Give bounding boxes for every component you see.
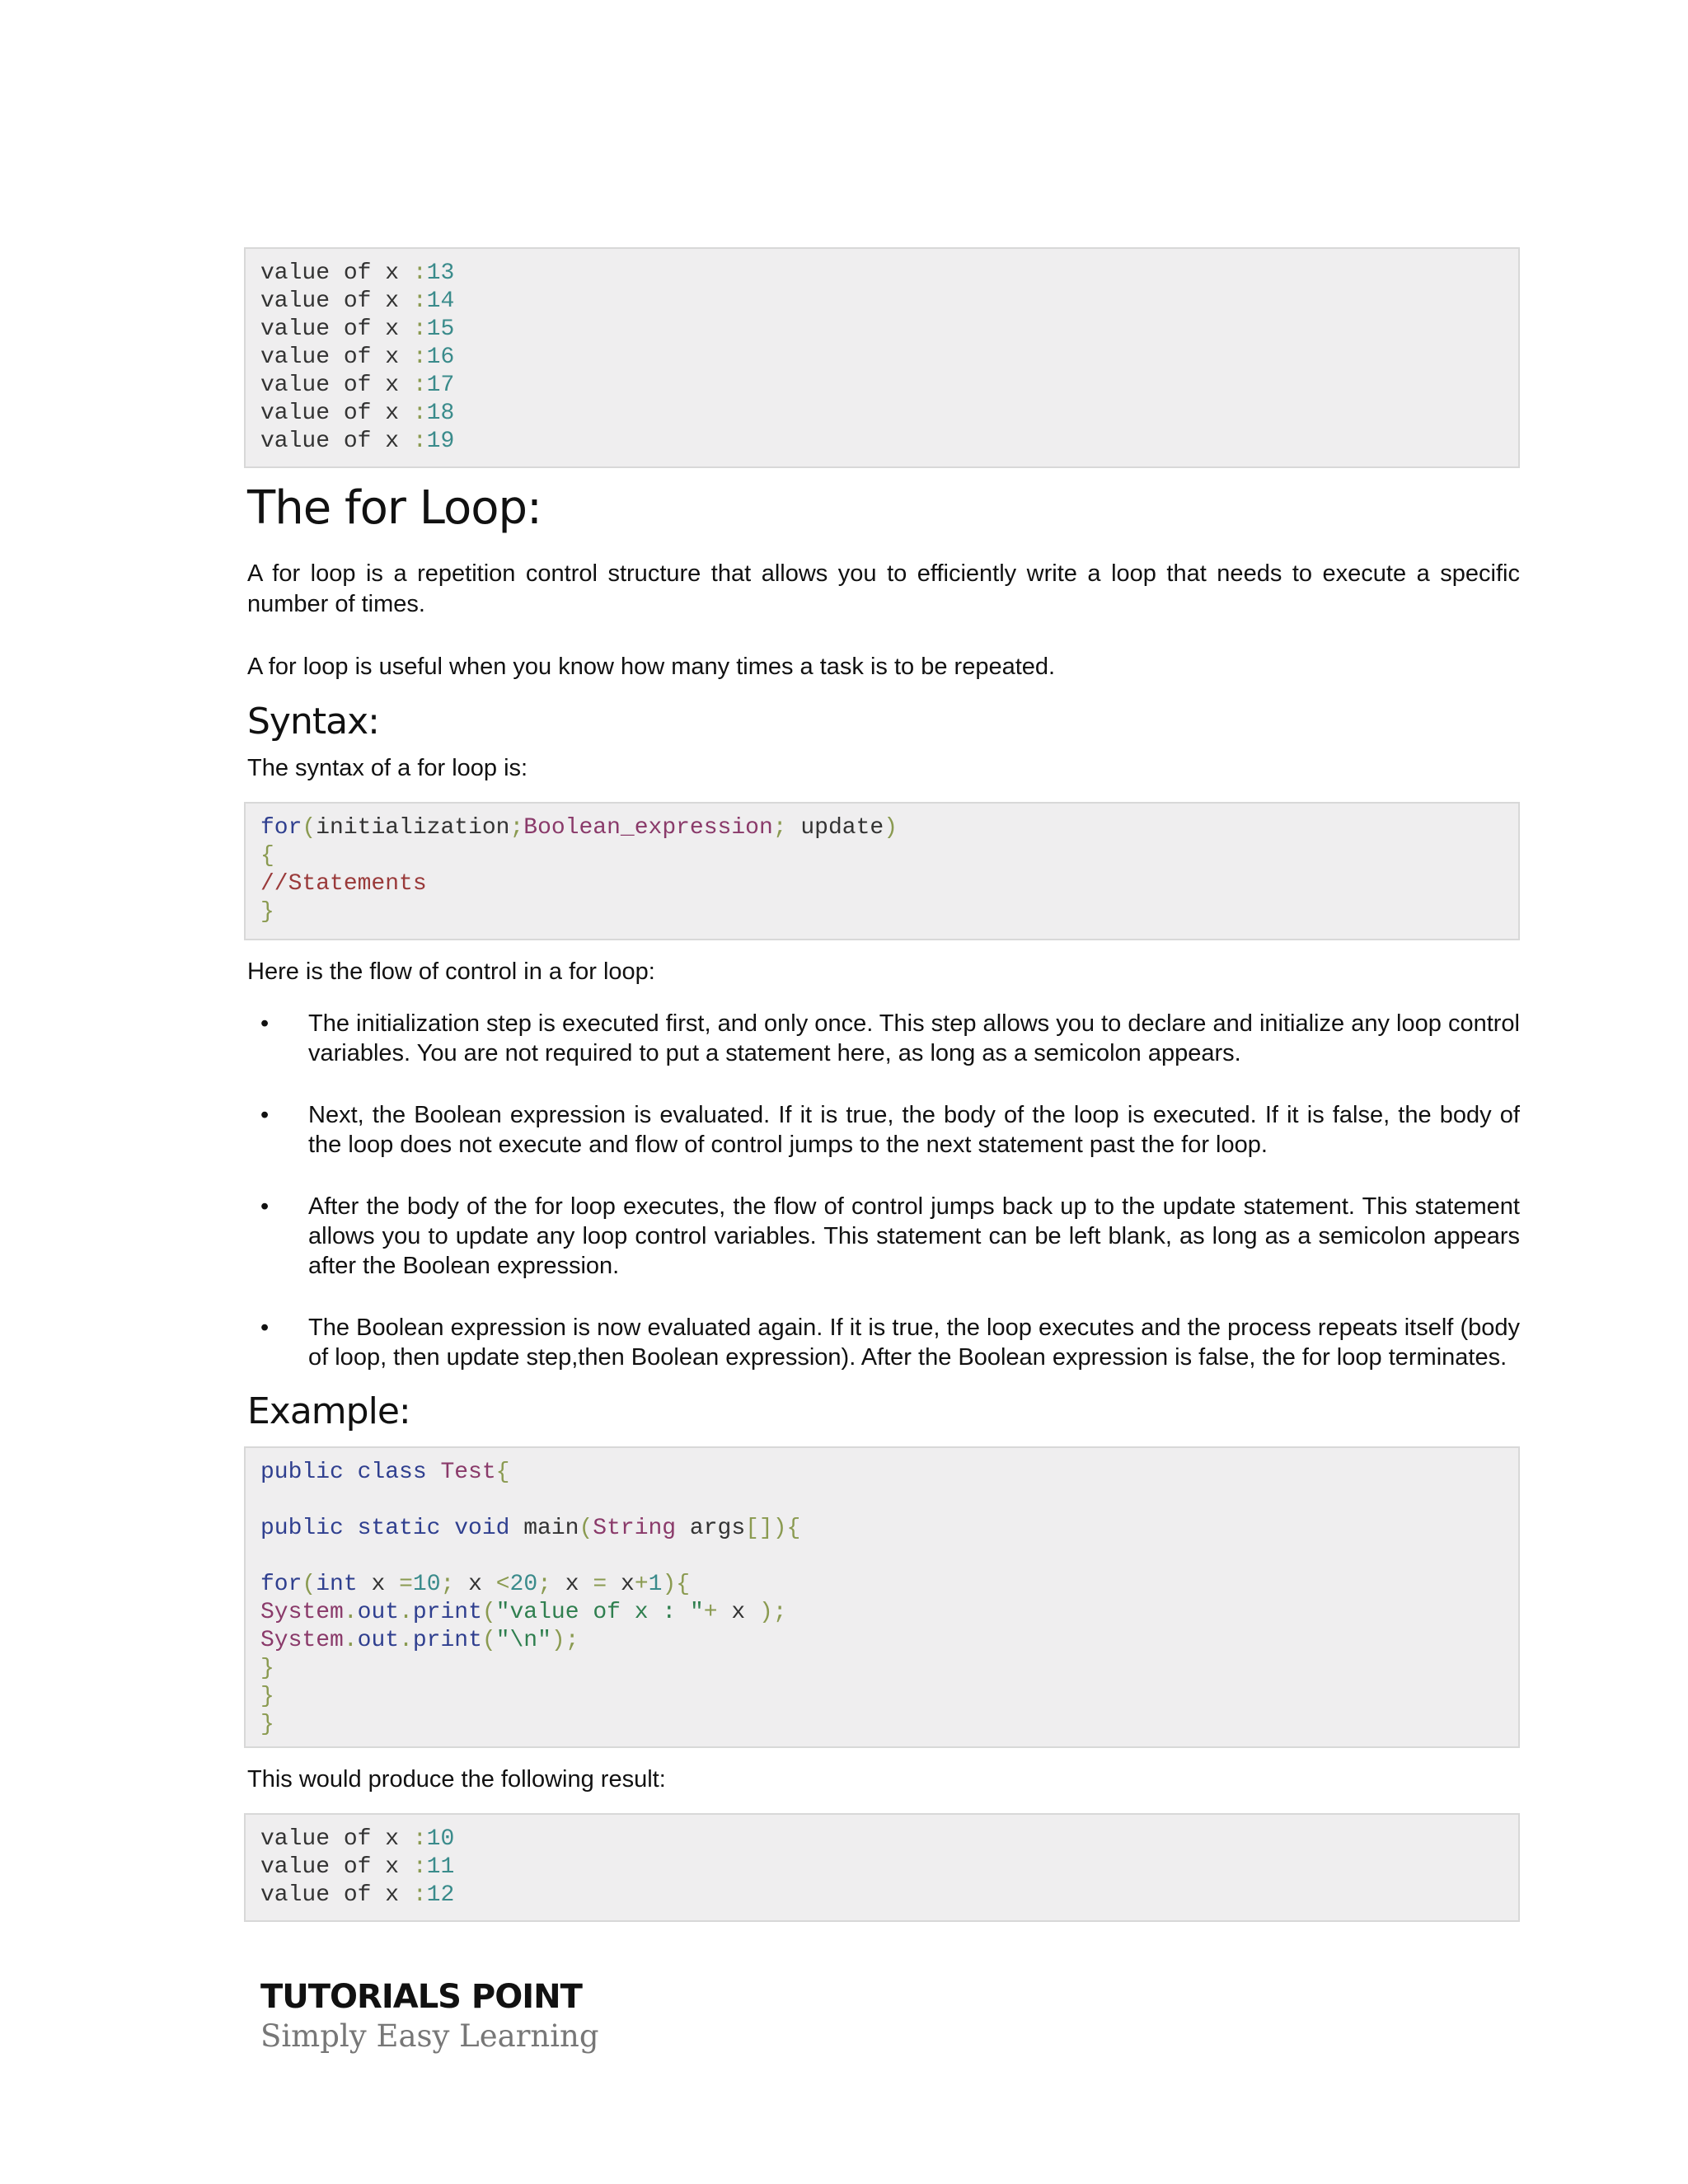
output-block-bottom [244, 1813, 1520, 1922]
code-token: ; [537, 1572, 551, 1597]
list-item-text: The initialization step is executed first, and only once. This step allows you to declare and initialize any loop control variables. You are not required to put a statement here, as long as a semicolon appears. [308, 1010, 1520, 1066]
code-token: Test [440, 1460, 496, 1485]
code-token: for [260, 1572, 302, 1597]
intro-paragraph-1: A for loop is a repetition control structure that allows you to efficiently write a loop that needs to execute a specific number of times. [247, 560, 1520, 617]
list-item [244, 1009, 1520, 1068]
page-content [244, 247, 1520, 1922]
code-token: class [343, 1460, 441, 1485]
code-token: x [357, 1572, 400, 1597]
footer-brand: TUTORIALS POINT [260, 1978, 582, 2016]
code-token: } [260, 899, 274, 925]
code-comment: //Statements [260, 871, 427, 897]
code-token: update [786, 815, 884, 841]
code-token: ( [481, 1600, 496, 1625]
code-token: { [495, 1460, 510, 1485]
list-item-text: After the body of the for loop executes, the flow of control jumps back up to the update statement. This statement allows you to update any loop control variables. This statement can be left blank, as long as a semicolon appears after the Boolean expression. [308, 1193, 1520, 1279]
output-line: value of x :14 [260, 288, 455, 314]
section-heading-for-loop: The for Loop: [247, 481, 542, 535]
code-token: ( [481, 1628, 496, 1653]
code-token: 20 [509, 1572, 538, 1597]
section-heading-example: Example: [247, 1390, 410, 1432]
code-token: + [703, 1600, 718, 1625]
bullet-icon: • [260, 1102, 270, 1128]
code-token: Boolean_expression [523, 815, 773, 841]
code-token: = [593, 1572, 607, 1597]
code-token: String [593, 1516, 677, 1541]
code-token: x [607, 1572, 635, 1597]
code-token: System [260, 1600, 344, 1625]
code-token: x [454, 1572, 496, 1597]
list-item [244, 1100, 1520, 1160]
output-line: value of x :11 [260, 1854, 455, 1880]
code-token: []){ [745, 1516, 801, 1541]
code-token: } [260, 1712, 274, 1737]
bullet-icon: • [260, 1010, 270, 1037]
example-code-block [244, 1446, 1520, 1748]
output-line: value of x :17 [260, 373, 455, 398]
code-token: ( [302, 1572, 316, 1597]
code-token: < [495, 1572, 510, 1597]
list-item [244, 1192, 1520, 1281]
code-token: out [357, 1628, 400, 1653]
code-token: x [717, 1600, 759, 1625]
code-token: int [316, 1572, 358, 1597]
code-string: "value of x : " [495, 1600, 704, 1625]
list-item-text: The Boolean expression is now evaluated again. If it is true, the loop executes and the process repeats itself (body of loop, then update step,then Boolean expression). After the Boolean expression is false, the for loop terminates. [308, 1315, 1520, 1371]
code-token: out [357, 1600, 400, 1625]
code-token: public static void [260, 1516, 510, 1541]
code-token: main [509, 1516, 579, 1541]
code-token: . [343, 1628, 358, 1653]
output-line: value of x :12 [260, 1882, 455, 1908]
output-line: value of x :15 [260, 316, 455, 342]
code-token: 10 [412, 1572, 441, 1597]
code-token: ); [551, 1628, 579, 1653]
output-line: value of x :13 [260, 260, 455, 286]
result-intro: This would produce the following result: [247, 1766, 666, 1793]
code-token: 1 [648, 1572, 663, 1597]
code-token: System [260, 1628, 344, 1653]
code-token: args [676, 1516, 746, 1541]
code-token: . [399, 1628, 413, 1653]
flow-steps-list [244, 1009, 1520, 1372]
code-string: "\n" [495, 1628, 551, 1653]
code-token: . [399, 1600, 413, 1625]
code-token: = [399, 1572, 413, 1597]
intro-paragraph-2: A for loop is useful when you know how many times a task is to be repeated. [247, 654, 1056, 680]
code-token: public [260, 1460, 344, 1485]
output-line: value of x :10 [260, 1826, 455, 1852]
code-token: ( [302, 815, 316, 841]
list-item-text: Next, the Boolean expression is evaluated. If it is true, the body of the loop is executed. If it is false, the body of the loop does not execute and flow of control jumps to the next statement past the for loop. [308, 1102, 1520, 1158]
output-line: value of x :16 [260, 344, 455, 370]
list-item [244, 1313, 1520, 1372]
code-token: ( [579, 1516, 593, 1541]
code-token: for [260, 815, 302, 841]
code-token: print [412, 1628, 482, 1653]
output-line: value of x :19 [260, 429, 455, 454]
code-token: ; [509, 815, 524, 841]
code-token: print [412, 1600, 482, 1625]
code-token: ) [884, 815, 898, 841]
syntax-code-block [244, 802, 1520, 940]
syntax-intro: The syntax of a for loop is: [247, 755, 528, 781]
code-token: + [634, 1572, 649, 1597]
bullet-icon: • [260, 1315, 270, 1341]
footer-tagline: Simply Easy Learning [260, 2018, 599, 2054]
code-token: ; [772, 815, 787, 841]
output-line: value of x :18 [260, 401, 455, 426]
output-block-top [244, 247, 1520, 468]
section-heading-syntax: Syntax: [247, 701, 379, 743]
code-token: ){ [662, 1572, 691, 1597]
bullet-icon: • [260, 1193, 270, 1220]
code-token: } [260, 1656, 274, 1681]
code-token: ); [758, 1600, 787, 1625]
code-token: initialization [316, 815, 510, 841]
flow-intro: Here is the flow of control in a for loop: [247, 958, 655, 985]
code-token: x [551, 1572, 593, 1597]
code-token: } [260, 1684, 274, 1709]
code-token: . [343, 1600, 358, 1625]
code-token: ; [440, 1572, 455, 1597]
footer [260, 1976, 599, 2055]
code-token: { [260, 843, 274, 869]
